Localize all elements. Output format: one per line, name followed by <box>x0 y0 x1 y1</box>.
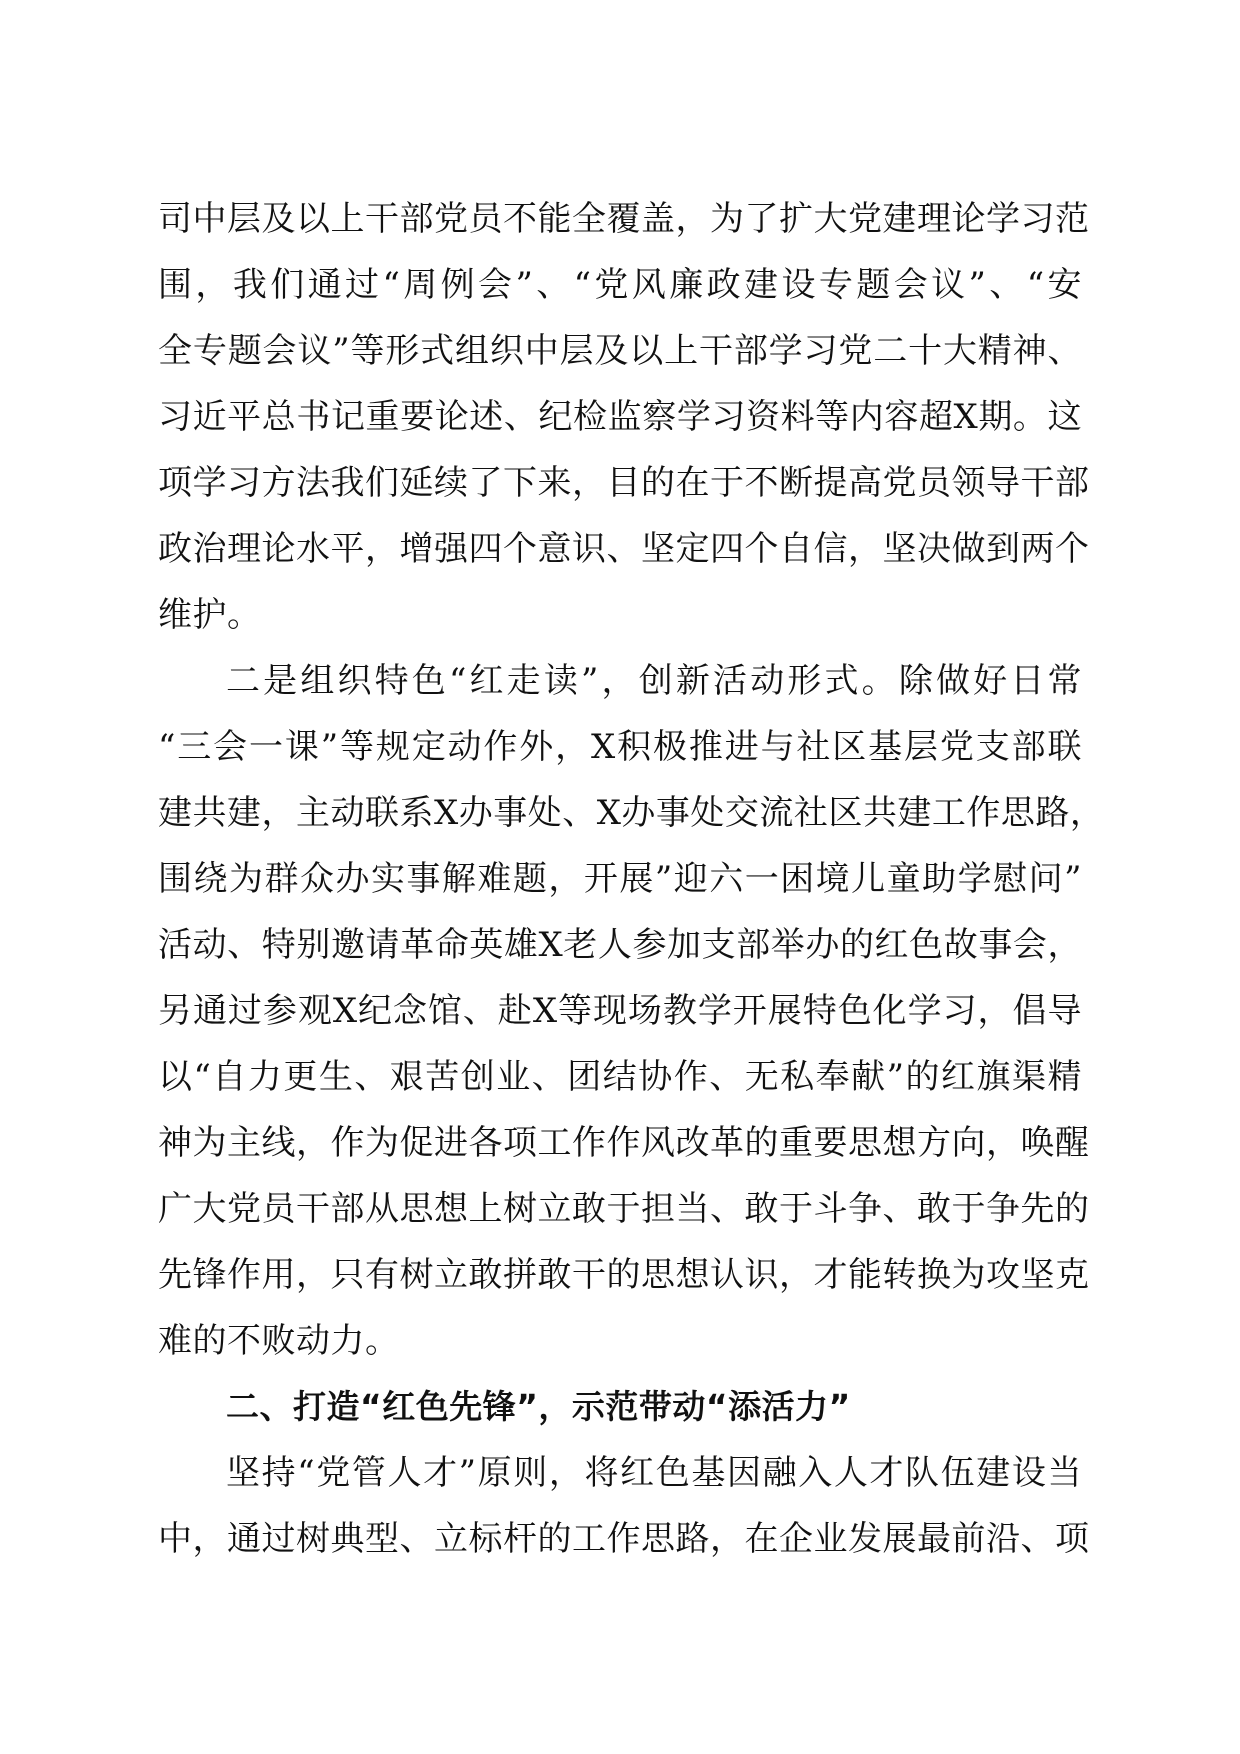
document-body <box>158 186 1105 1572</box>
paragraph-2-line-7: 以“自力更生、艰苦创业、团结协作、无私奉献”的红旗渠精 <box>158 1057 1082 1097</box>
paragraph-1-line-5: 项学习方法我们延续了下来，目的在于不断提高党员领导干部 <box>158 463 1090 503</box>
paragraph-3-line-1: 坚持“党管人才”原则，将红色基因融入人才队伍建设当 <box>226 1453 1082 1493</box>
paragraph-2-line-2: “三会一课”等规定动作外，X积极推进与社区基层党支部联 <box>158 727 1082 767</box>
paragraph-2-line-9: 广大党员干部从思想上树立敢于担当、敢于斗争、敢于争先的 <box>158 1189 1090 1229</box>
paragraph-2-line-4: 围绕为群众办实事解难题，开展”迎六一困境儿童助学慰问” <box>158 859 1082 899</box>
paragraph-2-line-8: 神为主线，作为促进各项工作作风改革的重要思想方向，唤醒 <box>158 1123 1090 1163</box>
paragraph-2-line-1: 二是组织特色“红走读”，创新活动形式。除做好日常 <box>226 661 1082 701</box>
section-heading: 二、打造“红色先锋”，示范带动“添活力” <box>226 1387 851 1426</box>
paragraph-1-line-2: 围，我们通过“周例会”、“党风廉政建设专题会议”、“安 <box>158 265 1082 305</box>
paragraph-1-line-4: 习近平总书记重要论述、纪检监察学习资料等内容超X期。这 <box>158 397 1082 437</box>
paragraph-1-line-3: 全专题会议”等形式组织中层及以上干部学习党二十大精神、 <box>158 331 1082 371</box>
paragraph-1-line-1: 司中层及以上干部党员不能全覆盖，为了扩大党建理论学习范 <box>158 199 1090 239</box>
paragraph-3-line-2: 中，通过树典型、立标杆的工作思路，在企业发展最前沿、项 <box>158 1519 1090 1559</box>
paragraph-2-line-10: 先锋作用，只有树立敢拼敢干的思想认识，才能转换为攻坚克 <box>158 1255 1090 1295</box>
paragraph-2-line-5: 活动、特别邀请革命英雄X老人参加支部举办的红色故事会， <box>158 925 1082 965</box>
paragraph-2-line-11: 难的不败动力。 <box>158 1321 400 1361</box>
paragraph-2-line-6: 另通过参观X纪念馆、赴X等现场教学开展特色化学习，倡导 <box>158 991 1082 1031</box>
paragraph-1-line-6: 政治理论水平，增强四个意识、坚定四个自信，坚决做到两个 <box>158 529 1090 569</box>
paragraph-2-line-3: 建共建，主动联系X办事处、X办事处交流社区共建工作思路， <box>158 793 1105 833</box>
paragraph-1-line-7: 维护。 <box>158 595 262 635</box>
